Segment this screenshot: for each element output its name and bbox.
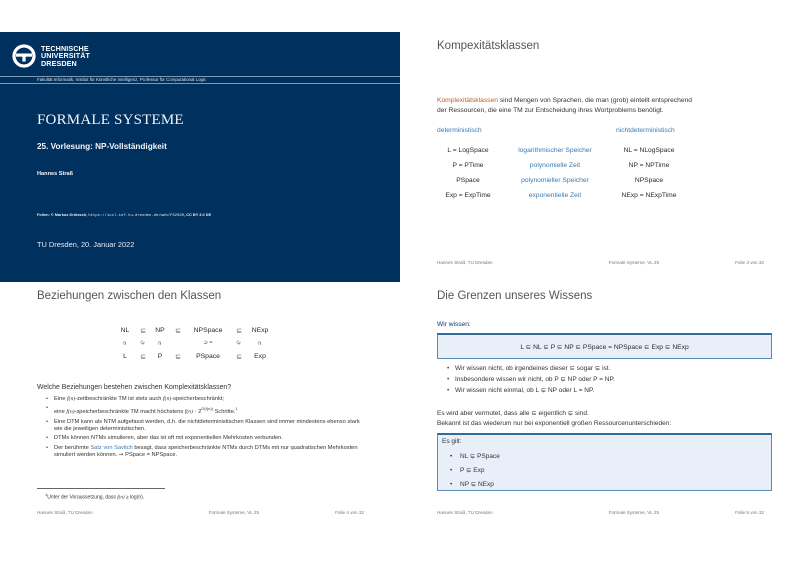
credit-prefix: Folien: © Markus Krötzsch,: [37, 212, 89, 217]
footer-author: Hannes Straß, TU Dresden: [37, 510, 93, 515]
term-highlight: Komplexitätsklassen: [437, 97, 498, 104]
vertical-relation: ⊇: [122, 340, 128, 346]
slide-class-relations: [0, 282, 400, 532]
det-class: L = LogSpace: [447, 147, 489, 154]
unknown-bullets: [447, 364, 615, 398]
slide-footer: [437, 510, 764, 515]
class-PSpace: PSpace: [196, 353, 220, 360]
slide-title: Kompexitätsklassen: [437, 40, 540, 52]
bullet-item: • Eine DTM kann als NTM aufgefasst werden, d.h. die nichtdeterministischen Klassen sind immer mindestens ebenso stark wie die jeweiligen deterministischen.: [46, 419, 366, 433]
footer-author: Hannes Straß, TU Dresden: [437, 260, 493, 265]
footer-page: Folie 5 von 32: [735, 510, 764, 515]
logo-line-3: DRESDEN: [41, 58, 77, 68]
subset-symbol: ⊆: [175, 328, 181, 335]
slide-title: Beziehungen zwischen den Klassen: [37, 290, 222, 302]
bullet-item: • Wir wissen nicht, ob irgendeines dieser ⊆ sogar ⊊ ist.: [447, 364, 615, 373]
footnote-ref[interactable]: 1: [235, 406, 238, 412]
slide-footer: [437, 260, 764, 265]
nondet-class: NP = NPTime: [628, 162, 670, 169]
class-description: polynomieller Speicher: [521, 177, 589, 184]
known-chain-box: [437, 333, 772, 359]
nondet-class: NPSpace: [634, 177, 664, 184]
slide-title: Die Grenzen unseres Wissens: [437, 290, 593, 302]
footnote-divider: [37, 488, 165, 489]
lecture-subtitle: 25. Vorlesung: NP-Vollständigkeit: [37, 142, 167, 151]
det-class: P = PTime: [452, 162, 484, 169]
footnote: $^1$Unter der Voraussetzung, dass f(n) ≥ log(n).: [45, 492, 145, 501]
footer-page: Folie 3 von 32: [735, 260, 764, 265]
intro-text: [437, 96, 762, 115]
slide-complexity-classes: [400, 32, 800, 282]
relation-bullets: [46, 396, 366, 461]
vertical-equality: ⊇ =: [203, 340, 213, 346]
author: Hannes Straß: [37, 171, 74, 177]
header-deterministic: deterministisch: [437, 127, 482, 134]
class-NExp: NExp: [251, 327, 269, 334]
header-nondeterministic: nichtdeterministisch: [616, 127, 675, 134]
savitch-link[interactable]: Satz von Savitch: [90, 444, 133, 451]
diagonal-relation: ⊆: [235, 339, 243, 347]
bullet-item: • DTMs können NTMs simulieren, aber das ist oft mit exponentiellen Mehrkosten verbunden.: [46, 435, 366, 442]
class-NP: NP: [155, 327, 165, 334]
question-heading: Welche Beziehungen bestehen zwischen Komplexitätsklassen?: [37, 384, 232, 391]
logo-line-1: TECHNISCHE: [41, 43, 89, 53]
subset-symbol: ⊆: [236, 328, 242, 335]
footer-course: Formale Systeme, VL 25: [208, 510, 260, 515]
intro-text-1: sind Mengen von Sprachen, die man (grob) einteilt entsprechend: [497, 97, 693, 104]
class-NPSpace: NPSpace: [193, 327, 223, 334]
diagonal-relation: ⊆: [139, 339, 147, 347]
faculty-text: Fakultät Informatik, Institut für Künstliche Intelligenz, Professur für Computational Logic: [37, 77, 207, 82]
class-description: exponentielle Zeit: [528, 192, 582, 199]
list-item: • NL ⊊ PSpace: [450, 450, 500, 464]
list-item: • NP ⊊ NExp: [450, 478, 500, 492]
box-label: Es gilt:: [442, 438, 462, 445]
subset-symbol: ⊆: [236, 354, 242, 361]
tu-dresden-logo: [12, 44, 90, 68]
conjecture-text: Es wird aber vermutet, dass alle ⊆ eigentlich ⊊ sind.: [437, 410, 589, 417]
title-slide: [0, 32, 400, 282]
separation-list: [450, 450, 500, 492]
footer-author: Hannes Straß, TU Dresden: [437, 510, 493, 515]
footer-course: Formale Systeme, VL 25: [608, 260, 660, 265]
nondet-class: NExp = NExpTime: [621, 192, 677, 199]
footer-page: Folie 4 von 32: [335, 510, 364, 515]
credit-url[interactable]: https://iccl.inf.tu-dresden.de/web/FS2020: [88, 214, 185, 218]
det-class: PSpace: [456, 177, 480, 184]
intro-text-2: der Ressourcen, die eine TM zur Entscheidung ihres Wortproblems benötigt.: [437, 106, 664, 114]
logo-line-2: UNIVERSITÄT: [41, 51, 91, 61]
class-NL: NL: [120, 327, 130, 334]
class-description: logarithmischer Speicher: [518, 147, 592, 154]
credit-line: [37, 212, 211, 218]
class-description: polynomielle Zeit: [529, 162, 581, 169]
lecture-date: TU Dresden, 20. Januar 2022: [37, 240, 135, 249]
known-chain: L ⊆ NL ⊆ P ⊆ NP ⊆ PSpace = NPSpace ⊆ Exp ⊆ NExp: [520, 343, 689, 351]
bullet-item: • Insbesondere wissen wir nicht, ob P ⊊ NP oder P = NP.: [447, 375, 615, 384]
subset-symbol: ⊆: [140, 354, 146, 361]
class-Exp: Exp: [254, 353, 266, 360]
known-text: Bekannt ist das wiederum nur bei exponentiell großen Ressourcenunterschieden:: [437, 420, 672, 427]
class-L: L: [123, 353, 127, 360]
bullet-item: • Der berühmte Satz von Savitch besagt, dass speicherbeschränkte NTMs durch DTMs mit nur quadratischen Mehrkosten simuliert werden können. ⇝ PSpace = NPSpace.: [46, 445, 366, 459]
nondet-class: NL = NLogSpace: [623, 147, 675, 154]
slide-limits-of-knowledge: [400, 282, 800, 532]
vertical-relation: ⊇: [157, 340, 163, 346]
deck-title: FORMALE SYSTEME: [37, 112, 184, 128]
bullet-item: • Wir wissen nicht einmal, ob L ⊊ NP oder L = NP.: [447, 386, 615, 395]
subset-symbol: ⊆: [175, 354, 181, 361]
subset-symbol: ⊆: [140, 328, 146, 335]
bullet-item: • Eine f(n)-zeitbeschränkte TM ist stets auch f(n)-speicherbeschränkt;: [46, 396, 366, 403]
slide-footer: [37, 510, 364, 515]
footer-course: Formale Systeme, VL 25: [608, 510, 660, 515]
bullet-item: • eine f(n)-speicherbeschränkte TM macht höchstens $f(n) \cdot 2^{O(f(n))}$ Schritte.$^1$: [46, 405, 366, 416]
class-P: P: [157, 353, 163, 360]
credit-license: , CC BY 3.0 DE: [184, 212, 212, 217]
list-item: • P ⊊ Exp: [450, 464, 500, 478]
vertical-relation: ⊇: [257, 340, 263, 346]
det-class: Exp = ExpTime: [445, 192, 491, 199]
tu-dresden-logo-icon: [12, 44, 36, 68]
tu-logo-text: [41, 45, 90, 67]
we-know-label: Wir wissen:: [437, 321, 471, 328]
es-gilt-box: [437, 433, 772, 491]
